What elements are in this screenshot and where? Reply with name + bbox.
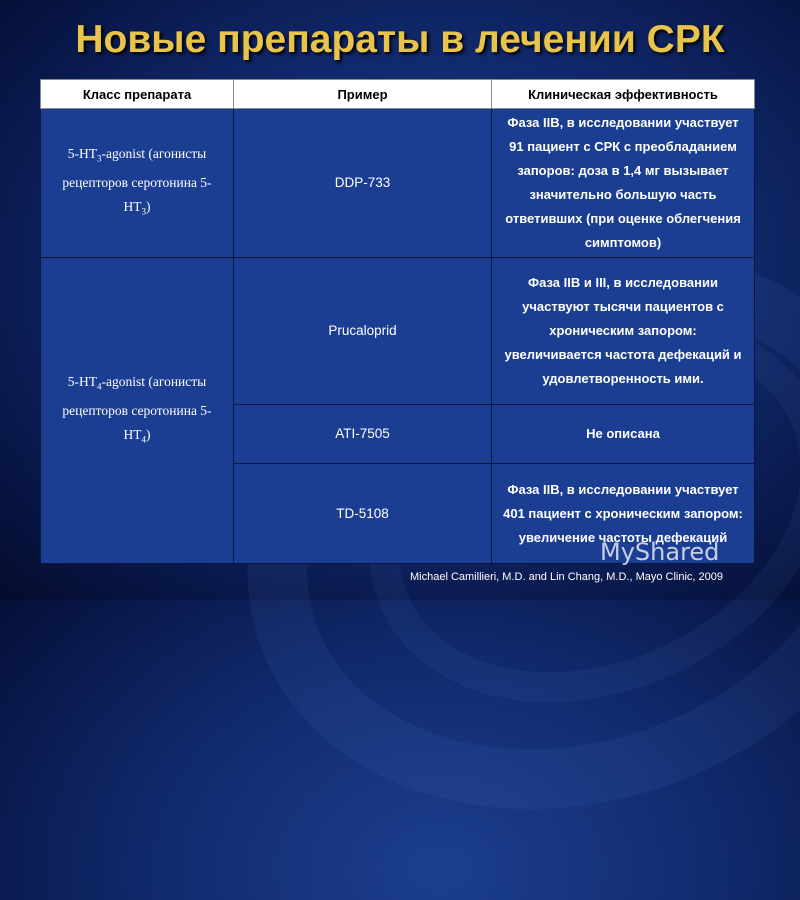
efficacy-cell: Фаза IIВ, в исследовании участвует 401 пациент с хроническим запором: увеличение частоты дефекаций — [492, 464, 755, 564]
slide-title: Новые препараты в лечении СРК — [75, 18, 725, 61]
table-row — [41, 109, 755, 258]
example-cell: DDP-733 — [234, 109, 492, 258]
example-cell: ATI-7505 — [234, 405, 492, 464]
drug-class-cell: $5-HT_3$-agonist (агонисты рецепторов серотонина $5-HT_3$) — [41, 109, 234, 258]
drugs-table — [40, 79, 755, 564]
example-cell: Prucaloprid — [234, 258, 492, 405]
drug-class-cell: $5-HT_4$-agonist (агонисты рецепторов серотонина $5-HT_4$) — [41, 258, 234, 564]
header-example: Пример — [234, 80, 492, 109]
efficacy-cell: Не описана — [492, 405, 755, 464]
table-row — [41, 258, 755, 405]
header-efficacy: Клиническая эффективность — [492, 80, 755, 109]
example-cell: TD-5108 — [234, 464, 492, 564]
table-header-row — [41, 80, 755, 109]
watermark-logo — [600, 538, 719, 566]
efficacy-cell: Фаза IIВ, в исследовании участвует 91 пациент с СРК с преобладанием запоров: доза в 1,4 мг вызывает значительно большую часть ответивших (при оценке облегчения симптомов) — [492, 109, 755, 258]
source-credit: Michael Camillieri, M.D. and Lin Chang, M.D., Mayo Clinic, 2009 — [410, 571, 724, 583]
header-class: Класс препарата — [41, 80, 234, 109]
efficacy-cell: Фаза IIВ и III, в исследовании участвуют тысячи пациентов с хроническим запором: увеличивается частота дефекаций и удовлетворенность ими. — [492, 258, 755, 405]
watermark-text: MyShared — [600, 538, 720, 566]
